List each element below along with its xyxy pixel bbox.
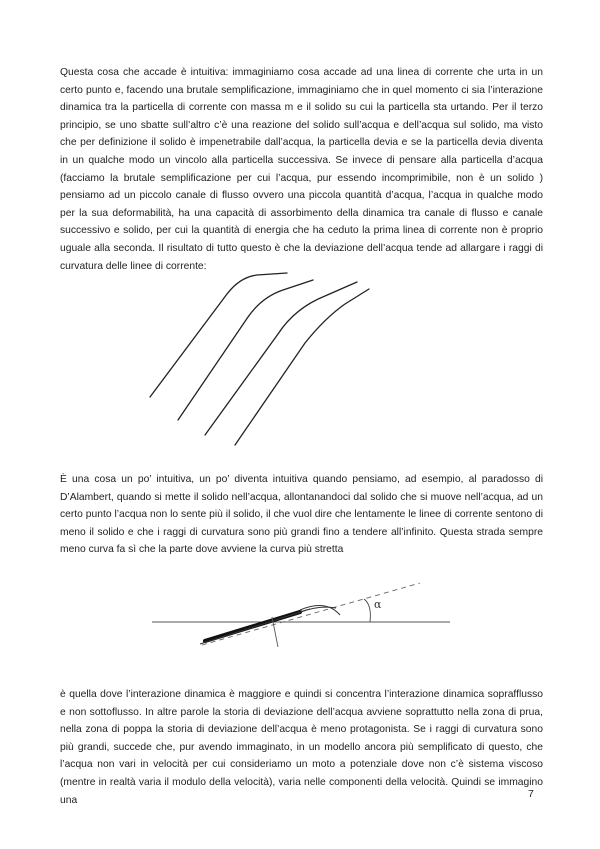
paragraph-3: è quella dove l’interazione dinamica è maggiore e quindi si concentra l’interazione dinamica soprafflusso e non sottoflusso. In altre parole la storia di deviazione dell’acqua avviene soprattutto nella zona di prua, nella zona di poppa la storia di deviazione dell’acqua è meno protagonista. Se i raggi di curvatura sono più grandi, succede che, pur avendo immaginato, in un modello ancora più semplificato di questo, che l’acqua non vari in velocità per cui consideriamo un moto a potenziale dove non c’è sistema viscoso (mentre in realtà varia il modulo della velocità), varia nelle componenti della velocità. Quindi se immagino una [60,689,543,806]
angle-label: α [374,598,382,611]
dashed-reference-line [202,583,420,645]
streamline-3 [205,282,357,435]
streamline-2 [178,280,313,420]
paragraph-2: È una cosa un po’ intuitiva, un po’ diventa intuitiva quando pensiamo, ad esempio, al paradosso di D’Alambert, quando si mette il solido nell’acqua, allontanandoci dal solido che si muove nell’acqua, ad un certo punto l’acqua non lo sente più il solido, il che vuol dire che lentamente le linee di corrente sentono di meno il solido e che i raggi di curvatura sono più grandi fino a tendere all’infinito. Questa strada sempre meno curva fa sì che la parte dove avviene la curva più stretta [60,474,543,556]
streamline-4 [235,289,369,445]
streamlines-drawing [145,260,375,460]
streamlines-figure [145,260,375,460]
plate-thin-edge [200,609,310,644]
inclined-plate-figure [150,575,460,665]
inclined-plate-drawing [150,575,460,665]
page-number: 7 [528,788,534,800]
streamline-1 [150,273,287,397]
angle-arc [364,599,370,622]
paragraph-1: Questa cosa che accade è intuitiva: immaginiamo cosa accade ad una linea di corrente che urta in un certo punto e, facendo una brutale semplificazione, immaginiamo che in quel momento ci sia l’interazione dinamica tra la particella di corrente con massa m e il solido su cui la particella sta urtando. Per il terzo principio, se uno sbatte sull’altro c’è una reazione del solido sull’acqua e dell’acqua sul solido, ma visto che per definizione il solido è impenetrabile dall’acqua, la particella devia e se la particella devia diventa in un qualche modo un vincolo alla particella successiva. Se invece di pensare alla particella d’acqua (facciamo la brutale semplificazione per cui l’acqua, pur essendo incomprimibile, non è un solido ) pensiamo ad un piccolo canale di flusso ovvero una piccola quantità d’acqua, l’acqua in qualche modo per la sua deformabilità, ha una capacità di assorbimento della dinamica tra canale di flusso e canale successivo e solido, per cui la quantità di energia che ha ceduto la prima linea di corrente non è proprio uguale alla seconda. Il risultato di tutto questo è che la deviazione dell’acqua tende ad allargare i raggi di curvatura delle linee di corrente: [60,67,543,272]
